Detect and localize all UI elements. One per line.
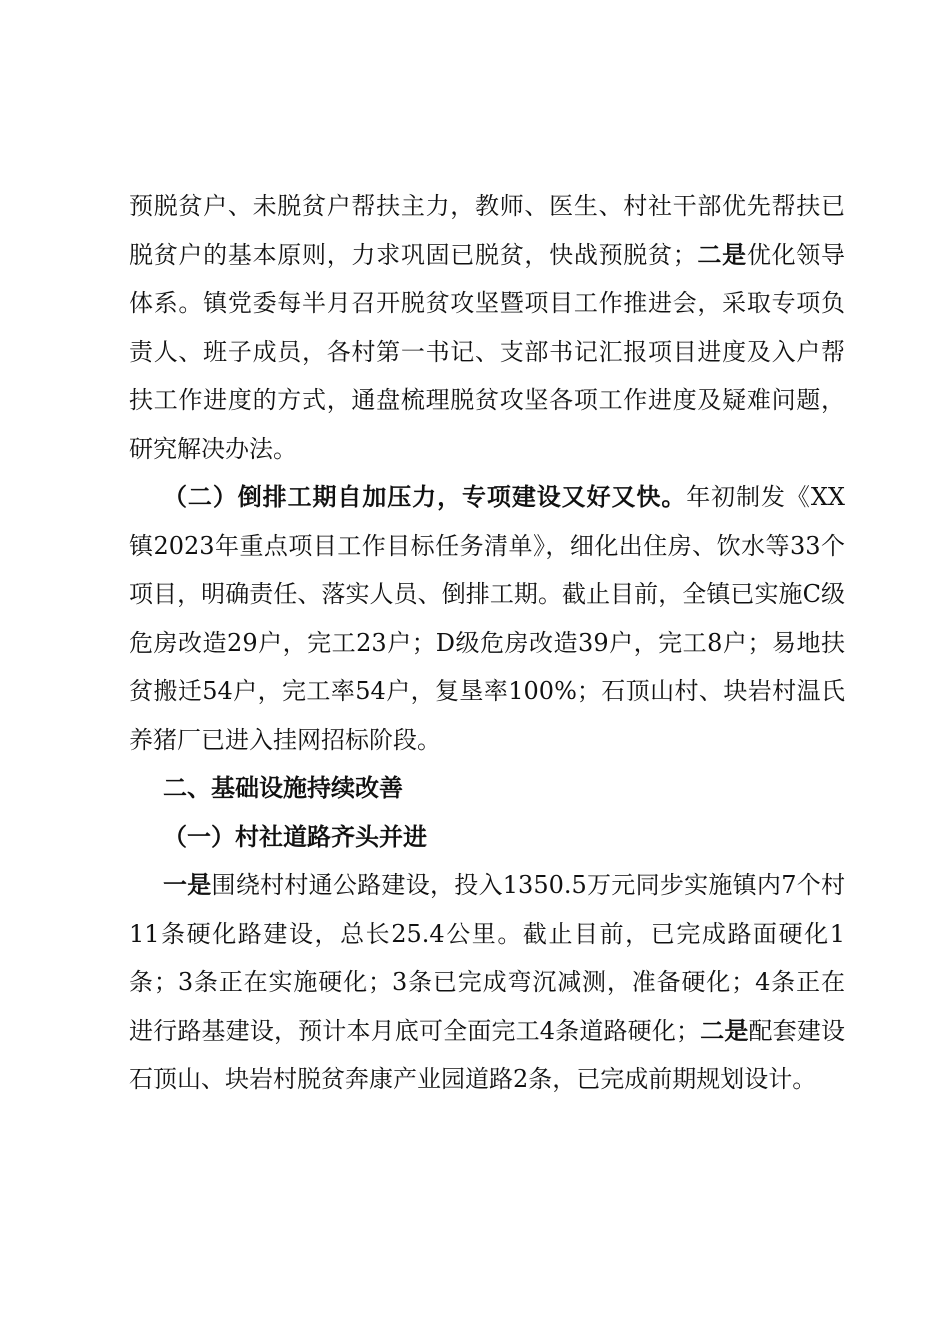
paragraph-2-text: 年初制发《XX镇2023年重点项目工作目标任务清单》，细化出住房、饮水等33个项目，明确责任、落实人员、倒排工期。截止目前，全镇已实施C级危房改造29户，完工23户；D级危房改造39户，完工8户；易地扶贫搬迁54户，完工率54户，复垦率100%；石顶山村、块岩村温氏养猪厂已进入挂网招标阶段。 xyxy=(129,483,846,754)
paragraph-2-heading: （二）倒排工期自加压力，专项建设又好又快。 xyxy=(163,482,687,511)
paragraph-3-text-1: 围绕村村通公路建设，投入1350.5万元同步实施镇内7个村11条硬化路建设，总长25.4公里。截止目前，已完成路面硬化1条；3条正在实施硬化；3条已完成弯沉减测，准备硬化；4条正在进行路基建设，预计本月底可全面完工4条道路硬化； xyxy=(129,871,846,1045)
paragraph-3-emphasis-2: 二是 xyxy=(700,1015,749,1045)
paragraph-2 xyxy=(129,473,845,764)
paragraph-3-text-2: 配套建设石顶山、块岩村脱贫奔康产业园道路2条，已完成前期规划设计。 xyxy=(129,1016,846,1093)
subsection-heading: （一）村社道路齐头并进 xyxy=(163,821,427,851)
paragraph-1 xyxy=(129,182,845,473)
section-heading: 二、基础设施持续改善 xyxy=(163,773,403,802)
paragraph-1-rest: 优化领导体系。镇党委每半月召开脱贫攻坚暨项目工作推进会，采取专项负责人、班子成员，各村第一书记、支部书记汇报项目进度及入户帮扶工作进度的方式，通盘梳理脱贫攻坚各项工作进度及疑难问题，研究解决办法。 xyxy=(129,240,846,463)
paragraph-1-text: 预脱贫户、未脱贫户帮扶主力，教师、医生、村社干部优先帮扶已脱贫户的基本原则，力求巩固已脱贫，快战预脱贫； xyxy=(129,192,845,269)
document-body xyxy=(129,182,845,1104)
paragraph-3-emphasis-1: 一是 xyxy=(163,870,212,899)
paragraph-1-emphasis: 二是 xyxy=(696,239,747,269)
paragraph-3 xyxy=(129,861,845,1104)
